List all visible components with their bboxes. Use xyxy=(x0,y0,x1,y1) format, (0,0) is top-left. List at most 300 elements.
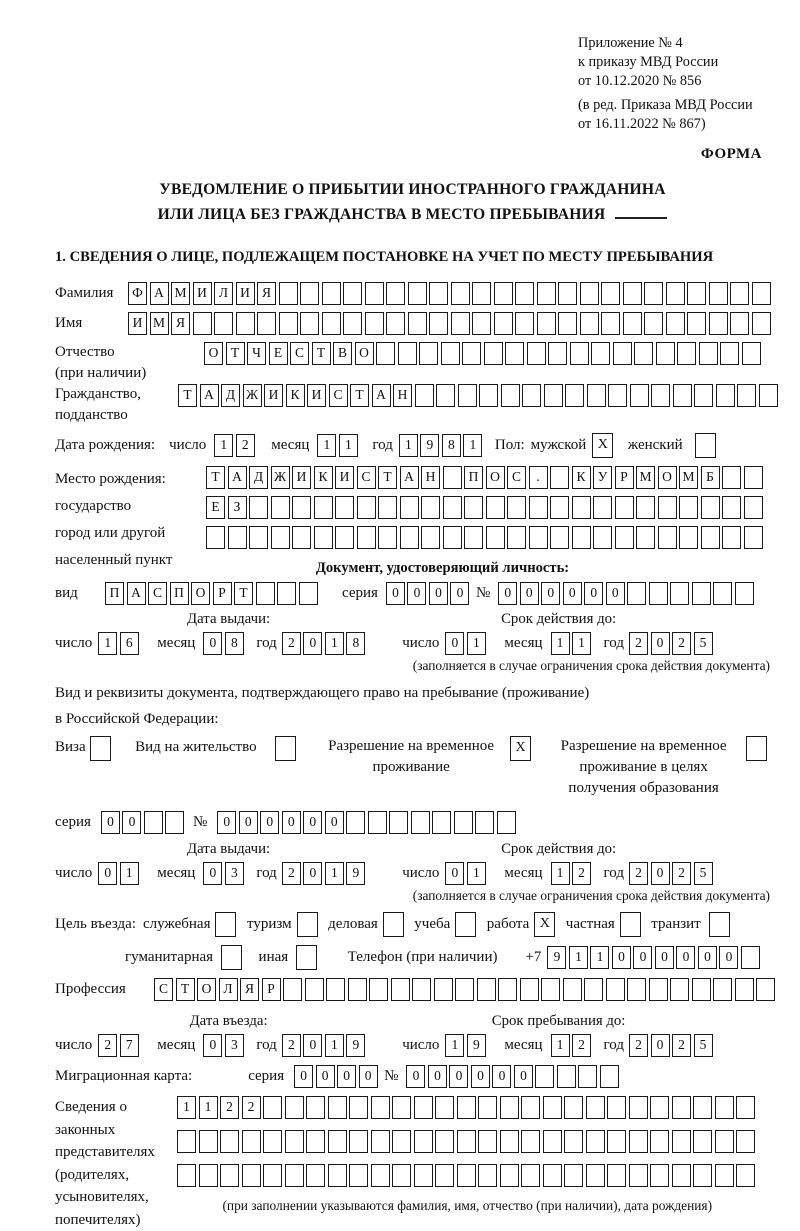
char-cell[interactable] xyxy=(558,312,577,335)
char-cell[interactable] xyxy=(550,496,569,519)
char-cell[interactable] xyxy=(443,466,462,489)
char-cell[interactable] xyxy=(634,342,653,365)
char-cell[interactable] xyxy=(464,526,483,549)
char-cell[interactable]: Д xyxy=(221,384,240,407)
char-cell[interactable] xyxy=(475,811,494,834)
char-cell[interactable] xyxy=(722,466,741,489)
char-cell[interactable]: 0 xyxy=(429,582,448,605)
char-cell[interactable] xyxy=(462,342,481,365)
char-cell[interactable] xyxy=(537,312,556,335)
char-cell[interactable]: И xyxy=(307,384,326,407)
char-cell[interactable]: 1 xyxy=(467,862,486,885)
char-cell[interactable]: 1 xyxy=(317,434,336,457)
char-cell[interactable] xyxy=(177,1130,196,1153)
char-cell[interactable] xyxy=(275,736,296,761)
char-cell[interactable]: 0 xyxy=(676,946,695,969)
char-cell[interactable] xyxy=(177,1164,196,1187)
char-cell[interactable] xyxy=(677,342,696,365)
char-cell[interactable] xyxy=(558,282,577,305)
char-cell[interactable] xyxy=(580,282,599,305)
char-cell[interactable]: С xyxy=(507,466,526,489)
char-cell[interactable]: Т xyxy=(226,342,245,365)
char-cell[interactable] xyxy=(346,811,365,834)
char-cell[interactable] xyxy=(411,811,430,834)
char-cell[interactable] xyxy=(322,282,341,305)
char-cell[interactable]: 0 xyxy=(359,1065,378,1088)
char-cell[interactable] xyxy=(666,282,685,305)
char-cell[interactable]: 0 xyxy=(282,811,301,834)
char-cell[interactable]: 1 xyxy=(214,434,233,457)
char-cell[interactable] xyxy=(263,1096,282,1119)
char-cell[interactable]: 0 xyxy=(407,582,426,605)
char-cell[interactable] xyxy=(392,1164,411,1187)
char-cell[interactable] xyxy=(326,978,345,1001)
char-cell[interactable]: Л xyxy=(219,978,238,1001)
char-cell[interactable] xyxy=(586,1164,605,1187)
char-cell[interactable] xyxy=(343,282,362,305)
char-cell[interactable] xyxy=(701,496,720,519)
char-cell[interactable]: Т xyxy=(312,342,331,365)
char-cell[interactable] xyxy=(297,912,318,937)
char-cell[interactable]: 1 xyxy=(551,632,570,655)
char-cell[interactable] xyxy=(666,312,685,335)
char-cell[interactable]: 0 xyxy=(541,582,560,605)
char-cell[interactable] xyxy=(529,496,548,519)
char-cell[interactable] xyxy=(550,466,569,489)
char-cell[interactable] xyxy=(383,912,404,937)
char-cell[interactable] xyxy=(541,978,560,1001)
char-cell[interactable]: О xyxy=(486,466,505,489)
char-cell[interactable]: А xyxy=(372,384,391,407)
char-cell[interactable] xyxy=(392,1130,411,1153)
char-cell[interactable]: 2 xyxy=(572,1034,591,1057)
char-cell[interactable] xyxy=(371,1130,390,1153)
char-cell[interactable] xyxy=(305,978,324,1001)
char-cell[interactable] xyxy=(296,945,317,970)
char-cell[interactable] xyxy=(672,1130,691,1153)
char-cell[interactable] xyxy=(521,1096,540,1119)
char-cell[interactable]: А xyxy=(400,466,419,489)
char-cell[interactable]: К xyxy=(572,466,591,489)
char-cell[interactable] xyxy=(735,978,754,1001)
char-cell[interactable] xyxy=(256,582,275,605)
char-cell[interactable] xyxy=(627,978,646,1001)
char-cell[interactable] xyxy=(620,912,641,937)
char-cell[interactable]: Ф xyxy=(128,282,147,305)
char-cell[interactable]: 1 xyxy=(325,632,344,655)
char-cell[interactable]: Т xyxy=(350,384,369,407)
char-cell[interactable] xyxy=(249,526,268,549)
char-cell[interactable] xyxy=(615,526,634,549)
char-cell[interactable] xyxy=(736,1164,755,1187)
char-cell[interactable] xyxy=(522,384,541,407)
char-cell[interactable] xyxy=(494,282,513,305)
char-cell[interactable]: 2 xyxy=(282,862,301,885)
char-cell[interactable] xyxy=(741,946,760,969)
char-cell[interactable]: Я xyxy=(257,282,276,305)
char-cell[interactable]: 8 xyxy=(442,434,461,457)
char-cell[interactable]: 1 xyxy=(572,632,591,655)
char-cell[interactable] xyxy=(451,282,470,305)
char-cell[interactable] xyxy=(694,384,713,407)
char-cell[interactable] xyxy=(572,496,591,519)
char-cell[interactable] xyxy=(693,1164,712,1187)
char-cell[interactable] xyxy=(365,282,384,305)
char-cell[interactable]: 0 xyxy=(520,582,539,605)
char-cell[interactable]: З xyxy=(228,496,247,519)
char-cell[interactable] xyxy=(357,526,376,549)
char-cell[interactable]: 1 xyxy=(325,862,344,885)
char-cell[interactable]: 0 xyxy=(471,1065,490,1088)
char-cell[interactable] xyxy=(279,282,298,305)
char-cell[interactable] xyxy=(306,1096,325,1119)
char-cell[interactable]: С xyxy=(154,978,173,1001)
char-cell[interactable] xyxy=(386,312,405,335)
char-cell[interactable] xyxy=(242,1130,261,1153)
char-cell[interactable] xyxy=(464,496,483,519)
char-cell[interactable] xyxy=(371,1096,390,1119)
char-cell[interactable] xyxy=(408,282,427,305)
char-cell[interactable] xyxy=(672,1164,691,1187)
char-cell[interactable]: 1 xyxy=(120,862,139,885)
char-cell[interactable] xyxy=(535,1065,554,1088)
char-cell[interactable] xyxy=(651,384,670,407)
char-cell[interactable] xyxy=(709,912,730,937)
char-cell[interactable]: 1 xyxy=(463,434,482,457)
char-cell[interactable]: 2 xyxy=(236,434,255,457)
char-cell[interactable] xyxy=(693,1130,712,1153)
char-cell[interactable] xyxy=(335,526,354,549)
char-cell[interactable] xyxy=(421,496,440,519)
char-cell[interactable]: Р xyxy=(213,582,232,605)
char-cell[interactable] xyxy=(543,1130,562,1153)
char-cell[interactable] xyxy=(199,1130,218,1153)
char-cell[interactable] xyxy=(443,496,462,519)
char-cell[interactable] xyxy=(679,496,698,519)
char-cell[interactable]: 0 xyxy=(325,811,344,834)
char-cell[interactable] xyxy=(565,384,584,407)
char-cell[interactable] xyxy=(563,978,582,1001)
char-cell[interactable]: 8 xyxy=(225,632,244,655)
char-cell[interactable]: 8 xyxy=(346,632,365,655)
char-cell[interactable]: П xyxy=(464,466,483,489)
char-cell[interactable] xyxy=(285,1130,304,1153)
char-cell[interactable] xyxy=(629,1096,648,1119)
char-cell[interactable]: Т xyxy=(178,384,197,407)
char-cell[interactable] xyxy=(746,736,767,761)
char-cell[interactable]: 0 xyxy=(122,811,141,834)
char-cell[interactable]: 0 xyxy=(563,582,582,605)
char-cell[interactable] xyxy=(715,1130,734,1153)
char-cell[interactable]: 9 xyxy=(467,1034,486,1057)
char-cell[interactable] xyxy=(644,282,663,305)
char-cell[interactable] xyxy=(432,811,451,834)
char-cell[interactable]: 0 xyxy=(655,946,674,969)
char-cell[interactable]: Е xyxy=(269,342,288,365)
char-cell[interactable] xyxy=(629,1164,648,1187)
char-cell[interactable] xyxy=(649,582,668,605)
char-cell[interactable] xyxy=(658,496,677,519)
char-cell[interactable] xyxy=(249,496,268,519)
char-cell[interactable]: 0 xyxy=(303,1034,322,1057)
char-cell[interactable]: М xyxy=(636,466,655,489)
char-cell[interactable] xyxy=(454,811,473,834)
char-cell[interactable]: Р xyxy=(262,978,281,1001)
char-cell[interactable] xyxy=(300,312,319,335)
char-cell[interactable] xyxy=(271,526,290,549)
char-cell[interactable] xyxy=(722,496,741,519)
char-cell[interactable]: К xyxy=(314,466,333,489)
char-cell[interactable]: Т xyxy=(378,466,397,489)
char-cell[interactable]: 0 xyxy=(498,582,517,605)
char-cell[interactable]: 2 xyxy=(672,862,691,885)
char-cell[interactable]: X xyxy=(534,912,555,937)
char-cell[interactable]: 2 xyxy=(282,632,301,655)
char-cell[interactable]: 0 xyxy=(203,862,222,885)
char-cell[interactable] xyxy=(349,1164,368,1187)
char-cell[interactable]: 0 xyxy=(449,1065,468,1088)
char-cell[interactable]: Б xyxy=(701,466,720,489)
char-cell[interactable] xyxy=(412,978,431,1001)
char-cell[interactable] xyxy=(716,384,735,407)
char-cell[interactable] xyxy=(636,526,655,549)
char-cell[interactable] xyxy=(263,1164,282,1187)
char-cell[interactable] xyxy=(214,312,233,335)
char-cell[interactable]: У xyxy=(593,466,612,489)
char-cell[interactable] xyxy=(349,1130,368,1153)
char-cell[interactable]: И xyxy=(193,282,212,305)
char-cell[interactable] xyxy=(586,1096,605,1119)
char-cell[interactable] xyxy=(497,811,516,834)
char-cell[interactable] xyxy=(357,496,376,519)
char-cell[interactable] xyxy=(580,312,599,335)
char-cell[interactable] xyxy=(365,312,384,335)
char-cell[interactable] xyxy=(713,978,732,1001)
char-cell[interactable]: 2 xyxy=(572,862,591,885)
char-cell[interactable]: 6 xyxy=(120,632,139,655)
char-cell[interactable] xyxy=(271,496,290,519)
char-cell[interactable]: 0 xyxy=(98,862,117,885)
char-cell[interactable] xyxy=(584,978,603,1001)
char-cell[interactable] xyxy=(228,526,247,549)
char-cell[interactable]: 0 xyxy=(203,632,222,655)
char-cell[interactable] xyxy=(630,384,649,407)
char-cell[interactable]: И xyxy=(128,312,147,335)
char-cell[interactable]: И xyxy=(335,466,354,489)
char-cell[interactable] xyxy=(443,526,462,549)
char-cell[interactable]: М xyxy=(679,466,698,489)
char-cell[interactable] xyxy=(744,526,763,549)
char-cell[interactable] xyxy=(414,1096,433,1119)
char-cell[interactable] xyxy=(742,342,761,365)
char-cell[interactable] xyxy=(756,978,775,1001)
char-cell[interactable]: 0 xyxy=(698,946,717,969)
char-cell[interactable] xyxy=(435,1096,454,1119)
char-cell[interactable] xyxy=(735,582,754,605)
char-cell[interactable] xyxy=(730,312,749,335)
char-cell[interactable]: . xyxy=(529,466,548,489)
char-cell[interactable] xyxy=(257,312,276,335)
char-cell[interactable]: 0 xyxy=(260,811,279,834)
char-cell[interactable] xyxy=(408,312,427,335)
char-cell[interactable] xyxy=(515,312,534,335)
char-cell[interactable]: 1 xyxy=(325,1034,344,1057)
char-cell[interactable] xyxy=(650,1130,669,1153)
char-cell[interactable] xyxy=(314,526,333,549)
char-cell[interactable] xyxy=(328,1164,347,1187)
char-cell[interactable] xyxy=(472,282,491,305)
char-cell[interactable] xyxy=(263,1130,282,1153)
char-cell[interactable] xyxy=(715,1164,734,1187)
char-cell[interactable] xyxy=(521,1164,540,1187)
char-cell[interactable]: 0 xyxy=(612,946,631,969)
char-cell[interactable] xyxy=(615,496,634,519)
char-cell[interactable]: 0 xyxy=(445,862,464,885)
char-cell[interactable]: П xyxy=(170,582,189,605)
char-cell[interactable] xyxy=(368,811,387,834)
char-cell[interactable] xyxy=(709,312,728,335)
char-cell[interactable]: Т xyxy=(234,582,253,605)
char-cell[interactable] xyxy=(279,312,298,335)
char-cell[interactable] xyxy=(737,384,756,407)
char-cell[interactable] xyxy=(507,496,526,519)
char-cell[interactable] xyxy=(636,496,655,519)
char-cell[interactable]: О xyxy=(197,978,216,1001)
char-cell[interactable] xyxy=(414,1164,433,1187)
char-cell[interactable] xyxy=(527,342,546,365)
char-cell[interactable] xyxy=(650,1164,669,1187)
char-cell[interactable] xyxy=(515,282,534,305)
char-cell[interactable] xyxy=(672,1096,691,1119)
char-cell[interactable]: С xyxy=(290,342,309,365)
char-cell[interactable] xyxy=(529,526,548,549)
char-cell[interactable] xyxy=(543,1096,562,1119)
char-cell[interactable]: 1 xyxy=(339,434,358,457)
char-cell[interactable]: 1 xyxy=(445,1034,464,1057)
char-cell[interactable] xyxy=(285,1164,304,1187)
char-cell[interactable]: 0 xyxy=(303,632,322,655)
char-cell[interactable]: О xyxy=(658,466,677,489)
char-cell[interactable] xyxy=(613,342,632,365)
char-cell[interactable] xyxy=(713,582,732,605)
char-cell[interactable] xyxy=(199,1164,218,1187)
char-cell[interactable]: 1 xyxy=(569,946,588,969)
char-cell[interactable]: А xyxy=(228,466,247,489)
char-cell[interactable] xyxy=(386,282,405,305)
char-cell[interactable] xyxy=(378,496,397,519)
char-cell[interactable] xyxy=(601,312,620,335)
char-cell[interactable] xyxy=(623,282,642,305)
char-cell[interactable]: 1 xyxy=(467,632,486,655)
char-cell[interactable] xyxy=(670,978,689,1001)
char-cell[interactable] xyxy=(435,1164,454,1187)
char-cell[interactable] xyxy=(601,282,620,305)
char-cell[interactable] xyxy=(587,384,606,407)
char-cell[interactable] xyxy=(292,496,311,519)
char-cell[interactable] xyxy=(429,312,448,335)
char-cell[interactable] xyxy=(572,526,591,549)
char-cell[interactable] xyxy=(607,1130,626,1153)
char-cell[interactable]: 0 xyxy=(337,1065,356,1088)
char-cell[interactable]: О xyxy=(191,582,210,605)
char-cell[interactable]: Я xyxy=(171,312,190,335)
char-cell[interactable]: 3 xyxy=(225,1034,244,1057)
char-cell[interactable] xyxy=(400,496,419,519)
char-cell[interactable]: 2 xyxy=(629,862,648,885)
char-cell[interactable]: 3 xyxy=(225,862,244,885)
char-cell[interactable] xyxy=(478,1130,497,1153)
char-cell[interactable]: А xyxy=(150,282,169,305)
char-cell[interactable] xyxy=(720,342,739,365)
char-cell[interactable]: 0 xyxy=(294,1065,313,1088)
char-cell[interactable]: 9 xyxy=(346,1034,365,1057)
char-cell[interactable] xyxy=(586,1130,605,1153)
char-cell[interactable] xyxy=(692,978,711,1001)
char-cell[interactable] xyxy=(736,1096,755,1119)
char-cell[interactable] xyxy=(378,526,397,549)
char-cell[interactable] xyxy=(679,526,698,549)
char-cell[interactable]: 0 xyxy=(303,811,322,834)
char-cell[interactable] xyxy=(687,282,706,305)
char-cell[interactable]: 9 xyxy=(547,946,566,969)
char-cell[interactable] xyxy=(306,1164,325,1187)
char-cell[interactable] xyxy=(544,384,563,407)
char-cell[interactable] xyxy=(564,1096,583,1119)
char-cell[interactable]: 1 xyxy=(399,434,418,457)
char-cell[interactable]: 0 xyxy=(445,632,464,655)
char-cell[interactable]: О xyxy=(204,342,223,365)
char-cell[interactable] xyxy=(90,736,111,761)
char-cell[interactable]: 0 xyxy=(584,582,603,605)
char-cell[interactable] xyxy=(220,1164,239,1187)
char-cell[interactable]: А xyxy=(200,384,219,407)
char-cell[interactable] xyxy=(328,1096,347,1119)
char-cell[interactable] xyxy=(206,526,225,549)
char-cell[interactable] xyxy=(472,312,491,335)
char-cell[interactable]: 0 xyxy=(203,1034,222,1057)
char-cell[interactable] xyxy=(656,342,675,365)
char-cell[interactable] xyxy=(392,1096,411,1119)
char-cell[interactable]: 2 xyxy=(242,1096,261,1119)
char-cell[interactable]: 0 xyxy=(651,1034,670,1057)
char-cell[interactable]: 0 xyxy=(239,811,258,834)
char-cell[interactable] xyxy=(500,1096,519,1119)
char-cell[interactable]: 0 xyxy=(386,582,405,605)
char-cell[interactable] xyxy=(369,978,388,1001)
char-cell[interactable] xyxy=(322,312,341,335)
char-cell[interactable]: Н xyxy=(421,466,440,489)
char-cell[interactable] xyxy=(484,342,503,365)
char-cell[interactable] xyxy=(283,978,302,1001)
char-cell[interactable] xyxy=(306,1130,325,1153)
char-cell[interactable] xyxy=(557,1065,576,1088)
char-cell[interactable] xyxy=(520,978,539,1001)
char-cell[interactable] xyxy=(644,312,663,335)
char-cell[interactable] xyxy=(521,1130,540,1153)
char-cell[interactable] xyxy=(451,312,470,335)
char-cell[interactable]: М xyxy=(171,282,190,305)
char-cell[interactable]: С xyxy=(329,384,348,407)
char-cell[interactable] xyxy=(759,384,778,407)
char-cell[interactable]: 2 xyxy=(98,1034,117,1057)
char-cell[interactable]: Ж xyxy=(271,466,290,489)
char-cell[interactable]: 0 xyxy=(101,811,120,834)
char-cell[interactable]: 2 xyxy=(282,1034,301,1057)
char-cell[interactable] xyxy=(608,384,627,407)
char-cell[interactable] xyxy=(649,978,668,1001)
char-cell[interactable] xyxy=(744,466,763,489)
char-cell[interactable] xyxy=(486,496,505,519)
